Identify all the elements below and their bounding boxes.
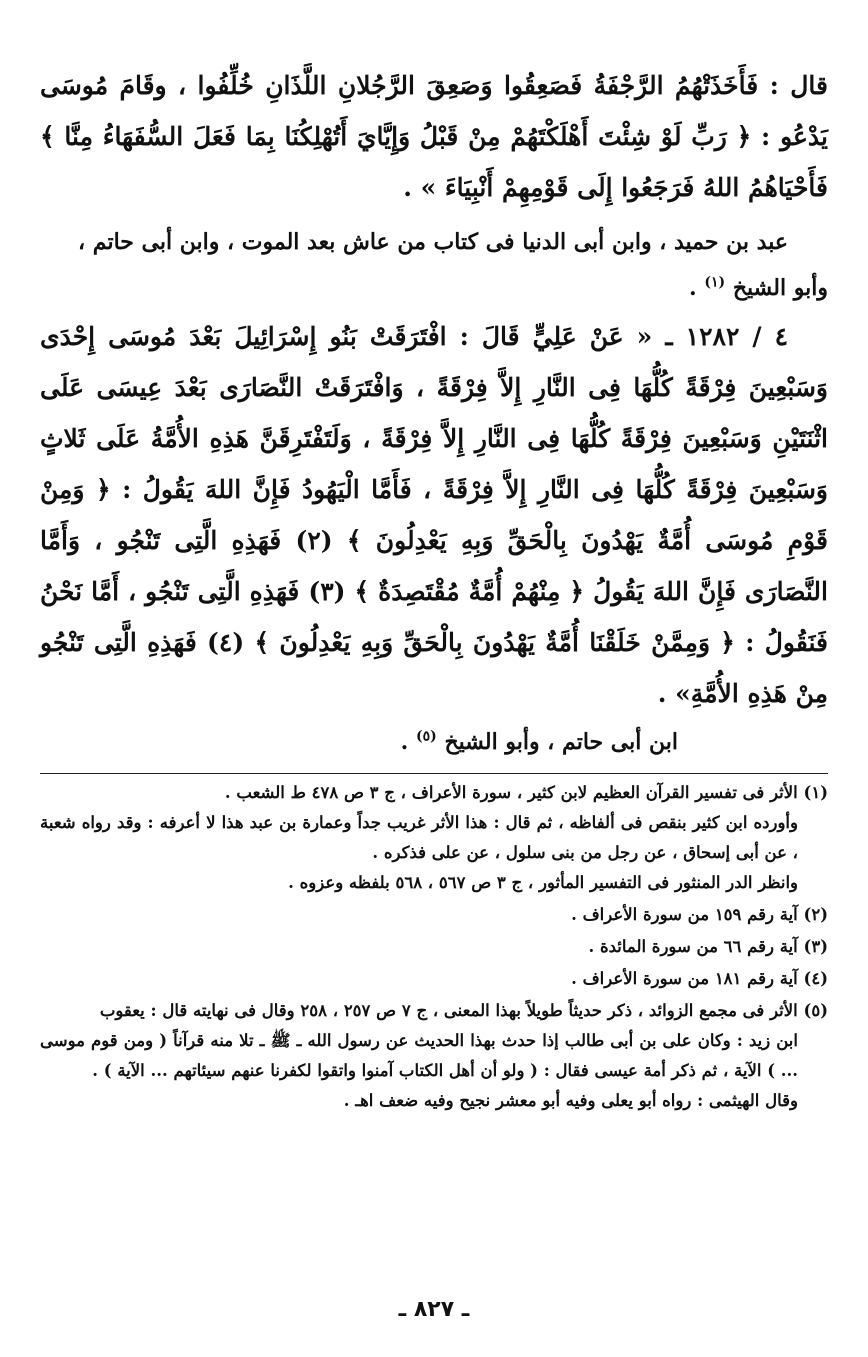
footnote-ref: (٥)	[416, 728, 437, 745]
hadith-number: ٤ / ١٢٨٢ ـ	[665, 322, 788, 351]
page-number: ـ ٨٢٧ ـ	[398, 1297, 470, 1322]
footnote-5-detail: ابن زيد : وكان على بن أبى طالب إذا حدث بهذا الحديث عن رسول الله ـ ﷺ ـ تلا منه قرآناً ( ومن قوم موسى ... ) الآية ، ثم ذكر أمة عيسى فقال : ( ولو أن أهل الكتاب آمنوا واتقوا لكفرنا عنهم سيئاتهم ... الآية ) .	[40, 1031, 798, 1080]
footnote-1: (١) الأثر فى تفسير القرآن العظيم لابن كثير ، سورة الأعراف ، ج ٣ ص ٤٧٨ ط الشعب .	[224, 783, 828, 802]
footnote-1-detail: وأورده ابن كثير بنقص فى ألفاظه ، ثم قال : هذا الأثر غريب جداً وعمارة بن عبد هذا لا أعرفه : وقد رواه شعبة ، عن أبى إسحاق ، عن رجل من بنى سلول ، عن على فذكره .	[40, 813, 798, 862]
footnote-ref: (١)	[704, 274, 726, 291]
footnote-4: (٤) آية رقم ١٨١ من سورة الأعراف .	[571, 969, 828, 988]
source-line-continued: وأبو الشيخ $^{(١)}$ .	[689, 274, 828, 301]
footnote-3: (٣) آية رقم ٦٦ من سورة المائدة .	[588, 937, 828, 956]
footnote-5: (٥) الأثر فى مجمع الزوائد ، ذكر حديثاً طويلاً بهذا المعنى ، ج ٧ ص ٢٥٧ ، ٢٥٨ وقال فى نهايته قال : يعقوب	[99, 1001, 828, 1020]
footnote-divider	[40, 773, 828, 774]
hadith-text: « عَنْ عَلِيٍّ قَالَ : افْتَرَقَتْ بَنُو إِسْرَائِيلَ بَعْدَ مُوسَى إِحْدَى وَسَبْعِينَ فِرْقَةً كُلُّهَا فِى النَّارِ إِلاَّ فِرْقَةً ، وَافْتَرَقَتْ النَّصَارَى بَعْدَ عِيسَى عَلَى اثْنَتَيْنِ وَسَبْعِينَ فِرْقَةً كُلُّهَا فِى النَّارِ إِلاَّ فِرْقَةً ، وَلَتَفْتَرِقَنَّ هَذِهِ الأُمَّةُ عَلَى ثَلاثٍ وَسَبْعِينَ فِرْقَةً كُلُّهَا فِى النَّارِ إِلاَّ فِرْقَةً ، فَأَمَّا الْيَهُودُ فَإِنَّ اللهَ يَقُولُ : ﴿ وَمِنْ قَوْمِ مُوسَى أُمَّةٌ يَهْدُونَ بِالْحَقِّ وَبِهِ يَعْدِلُونَ ﴾ (٢) فَهَذِهِ الَّتِى تَنْجُو ، وَأَمَّا النَّصَارَى فَإِنَّ اللهَ يَقُولُ ﴿ مِنْهُمْ أُمَّةٌ مُقْتَصِدَةٌ ﴾ (٣) فَهَذِهِ الَّتِى تَنْجُو ، أَمَّا نَحْنُ فَنَقُولُ : ﴿ وَمِمَّنْ خَلَقْنَا أُمَّةٌ يَهْدُونَ بِالْحَقِّ وَبِهِ يَعْدِلُونَ ﴾ (٤) فَهَذِهِ الَّتِى تَنْجُو مِنْ هَذِهِ الأُمَّةِ» .	[40, 322, 828, 708]
source-name: وأبو الشيخ	[732, 275, 828, 301]
footnotes-block	[40, 778, 828, 1116]
source-line: عبد بن حميد ، وابن أبى الدنيا فى كتاب من عاش بعد الموت ، وابن أبى حاتم ،	[78, 229, 788, 255]
footnote-5-reference: وقال الهيثمى : رواه أبو يعلى وفيه أبو معشر نجيح وفيه ضعف اهـ .	[343, 1091, 798, 1110]
footnote-2: (٢) آية رقم ١٥٩ من سورة الأعراف .	[571, 905, 828, 924]
narration-paragraph: قال : فَأَخَذَتْهُمُ الرَّجْفَةُ فَصَعِقُوا وَصَعِقَ الرَّجُلانِ اللَّذَانِ خُلِّفُوا ، وقَامَ مُوسَى يَدْعُو : ﴿ رَبِّ لَوْ شِئْتَ أَهْلَكْتَهُمْ مِنْ قَبْلُ وَإِيَّايَ أَتُهْلِكُنَا بِمَا فَعَلَ السُّفَهَاءُ مِنَّا ﴾ فَأَحْيَاهُمُ اللهُ فَرَجَعُوا إِلَى قَوْمِهِمْ أَنْبِيَاءَ » .	[40, 71, 828, 202]
main-text-block	[40, 60, 828, 765]
hadith-source-text: ابن أبى حاتم ، وأبو الشيخ	[444, 729, 678, 755]
footnote-1-reference: وانظر الدر المنثور فى التفسير المأثور ، ج ٣ ص ٥٦٧ ، ٥٦٨ بلفظه وعزوه .	[288, 873, 798, 892]
hadith-source: ابن أبى حاتم ، وأبو الشيخ $^{(٥)}$ .	[400, 728, 678, 755]
hadith-paragraph	[40, 311, 828, 719]
